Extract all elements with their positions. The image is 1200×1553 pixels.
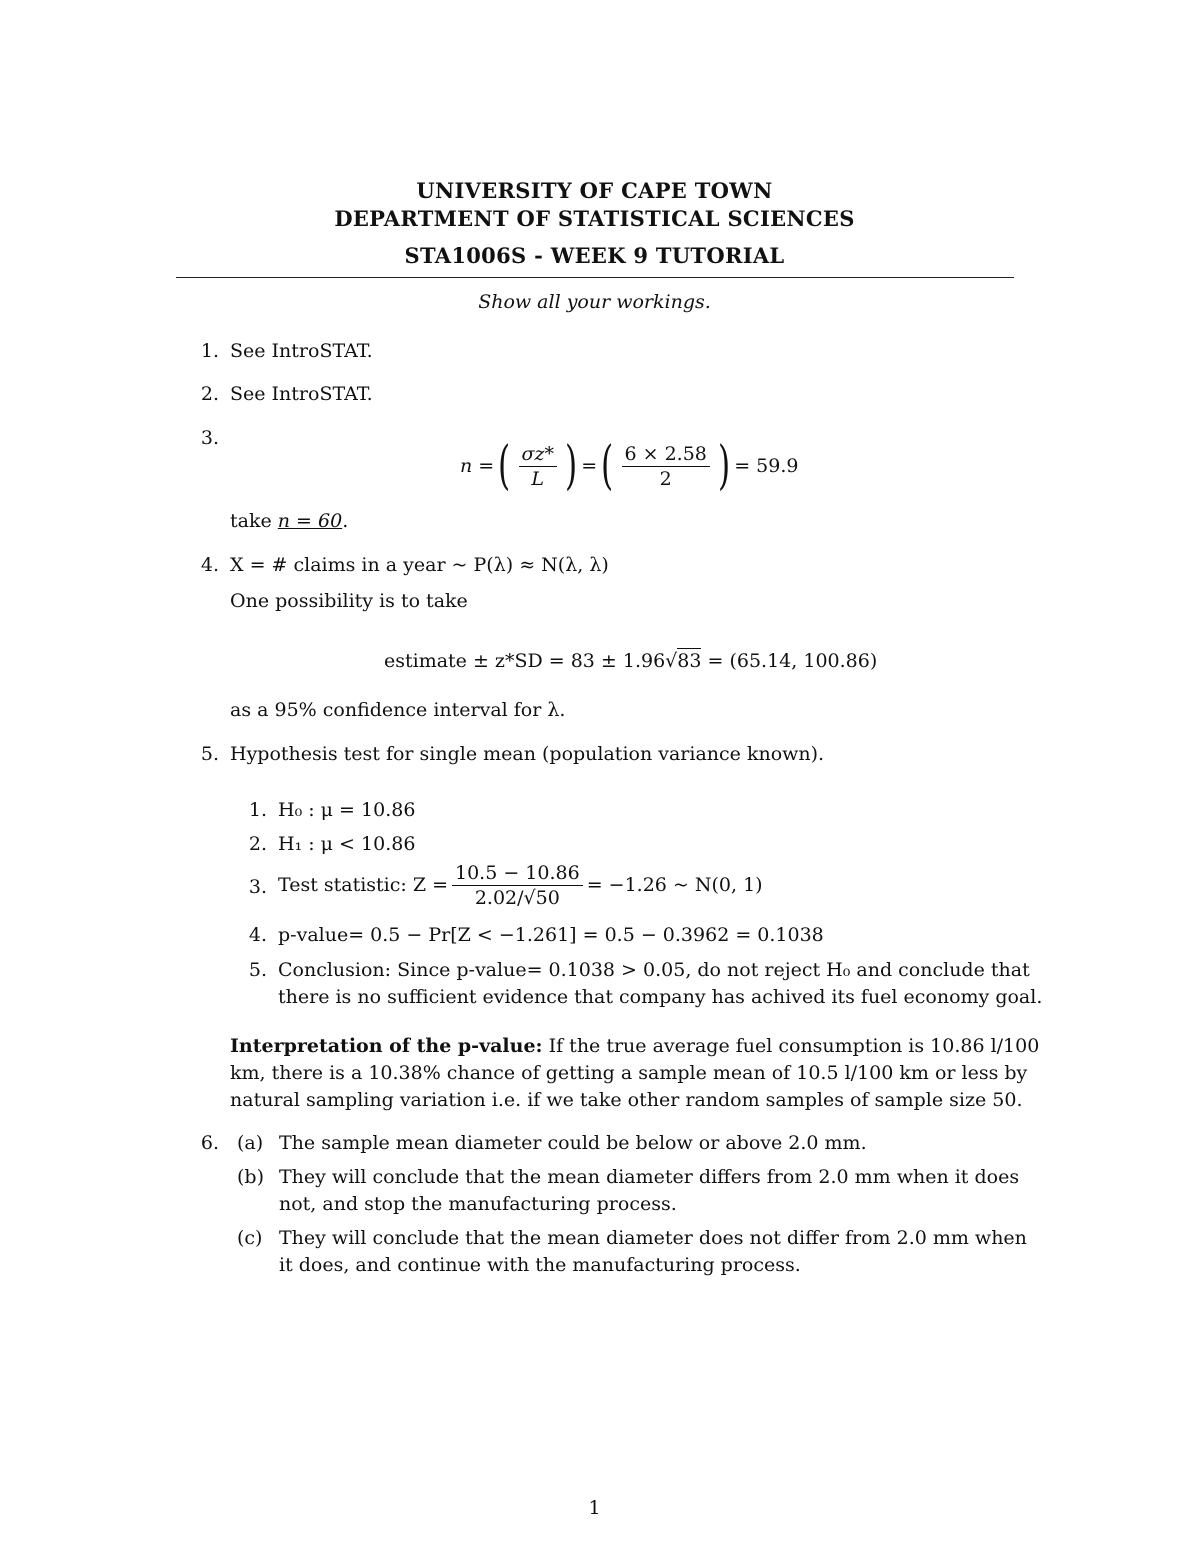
q5-step1-number: 1. [248,799,267,821]
q4-formula [384,648,877,675]
q1-answer: See IntroSTAT. [230,340,373,362]
q5-step3-prefix: Test statistic: Z = [278,874,448,896]
q4-formula-root: 83 [677,650,702,672]
q3-take-expression: n = 60 [277,510,343,532]
q5-title: Hypothesis test for single mean (population variance known). [230,743,825,765]
q6-part-a-line1: The sample mean diameter could be below or above 2.0 mm. [279,1132,867,1154]
q6-part-c-line1: They will conclude that the mean diameter does not differ from 2.0 mm when [279,1227,1027,1249]
q3-take-line [230,508,348,535]
q3-result: = 59.9 [734,454,799,477]
header-rule [176,277,1014,278]
q5-step2-number: 2. [248,833,267,855]
q6-part-a-label: (a) [237,1132,264,1154]
q4-formula-prefix: estimate ± z*SD = 83 ± 1.96√ [384,650,678,672]
q3-frac1-numerator: σz* [519,442,557,467]
q2-number: 2. [200,383,219,405]
q4-line3: as a 95% confidence interval for λ. [230,699,566,721]
q6-part-c-label: (c) [237,1227,263,1249]
q3-fraction-2 [622,442,710,491]
left-paren-1: ( [498,436,511,496]
q5-interpretation-line2: km, there is a 10.38% chance of getting a sample mean of 10.5 l/100 km or less by [230,1062,1028,1084]
q5-step3-formula [278,861,763,910]
q6-part-b-line2: not, and stop the manufacturing process. [279,1193,677,1215]
q5-interpretation-text1: If the true average fuel consumption is 10.86 l/100 [542,1035,1040,1057]
q5-interpretation-label: Interpretation of the p-value: [230,1035,543,1057]
q4-line1: X = # claims in a year ~ P(λ) ≈ N(λ, λ) [230,554,609,576]
q6-part-b-line1: They will conclude that the mean diameter differs from 2.0 mm when it does [279,1166,1020,1188]
q2-answer: See IntroSTAT. [230,383,373,405]
q5-interpretation-line1 [230,1033,1039,1060]
q1-number: 1. [200,340,219,362]
q5-step3-number: 3. [248,876,267,898]
q5-number: 5. [200,743,219,765]
q5-step3-suffix: = −1.26 ~ N(0, 1) [586,874,763,896]
q5-step3-den-prefix: 2.02/√ [474,887,536,909]
q4-line2: One possibility is to take [230,590,468,612]
q3-frac2-denominator: 2 [659,467,672,490]
q5-step4-text: p-value= 0.5 − Pr[Z < −1.261] = 0.5 − 0.3962 = 0.1038 [278,924,824,946]
right-paren-1: ) [565,436,578,496]
q5-step5-line2: there is no sufficient evidence that company has achived its fuel economy goal. [278,986,1043,1008]
q3-frac2-numerator: 6 × 2.58 [622,442,710,467]
q6-number: 6. [200,1132,219,1154]
q3-take-prefix: take [230,510,278,532]
instructions: Show all your workings. [478,291,711,313]
q5-step1-text: H₀ : μ = 10.86 [278,799,416,821]
q5-step2-text: H₁ : μ < 10.86 [278,833,416,855]
q3-lhs: n = [460,454,495,477]
q5-step3-denominator [452,886,583,910]
q6-part-b-label: (b) [237,1166,264,1188]
course-title: STA1006S - WEEK 9 TUTORIAL [404,243,785,268]
q3-take-period: . [342,510,349,532]
page-number: 1 [588,1497,601,1519]
q3-fraction-1 [519,442,557,491]
department-title: DEPARTMENT OF STATISTICAL SCIENCES [334,206,855,231]
right-paren-2: ) [717,436,731,496]
q5-step3-fraction [452,861,583,910]
q4-formula-suffix: = (65.14, 100.86) [701,650,878,672]
q5-interpretation-line3: natural sampling variation i.e. if we take other random samples of sample size 50. [230,1089,1023,1111]
q5-step5-number: 5. [248,959,267,981]
q4-number: 4. [200,554,219,576]
q5-step3-den-root: 50 [535,887,560,909]
q5-step5-line1: Conclusion: Since p-value= 0.1038 > 0.05, do not reject H₀ and conclude that [278,959,1030,981]
q3-number: 3. [200,427,219,449]
left-paren-2: ( [601,436,614,496]
university-title: UNIVERSITY OF CAPE TOWN [416,178,773,203]
q3-formula [460,436,799,496]
q5-step4-number: 4. [248,924,267,946]
q6-part-c-line2: it does, and continue with the manufacturing process. [279,1254,801,1276]
q3-equals: = [581,454,598,477]
q5-step3-numerator: 10.5 − 10.86 [452,861,583,886]
q3-frac1-denominator: L [531,467,545,490]
